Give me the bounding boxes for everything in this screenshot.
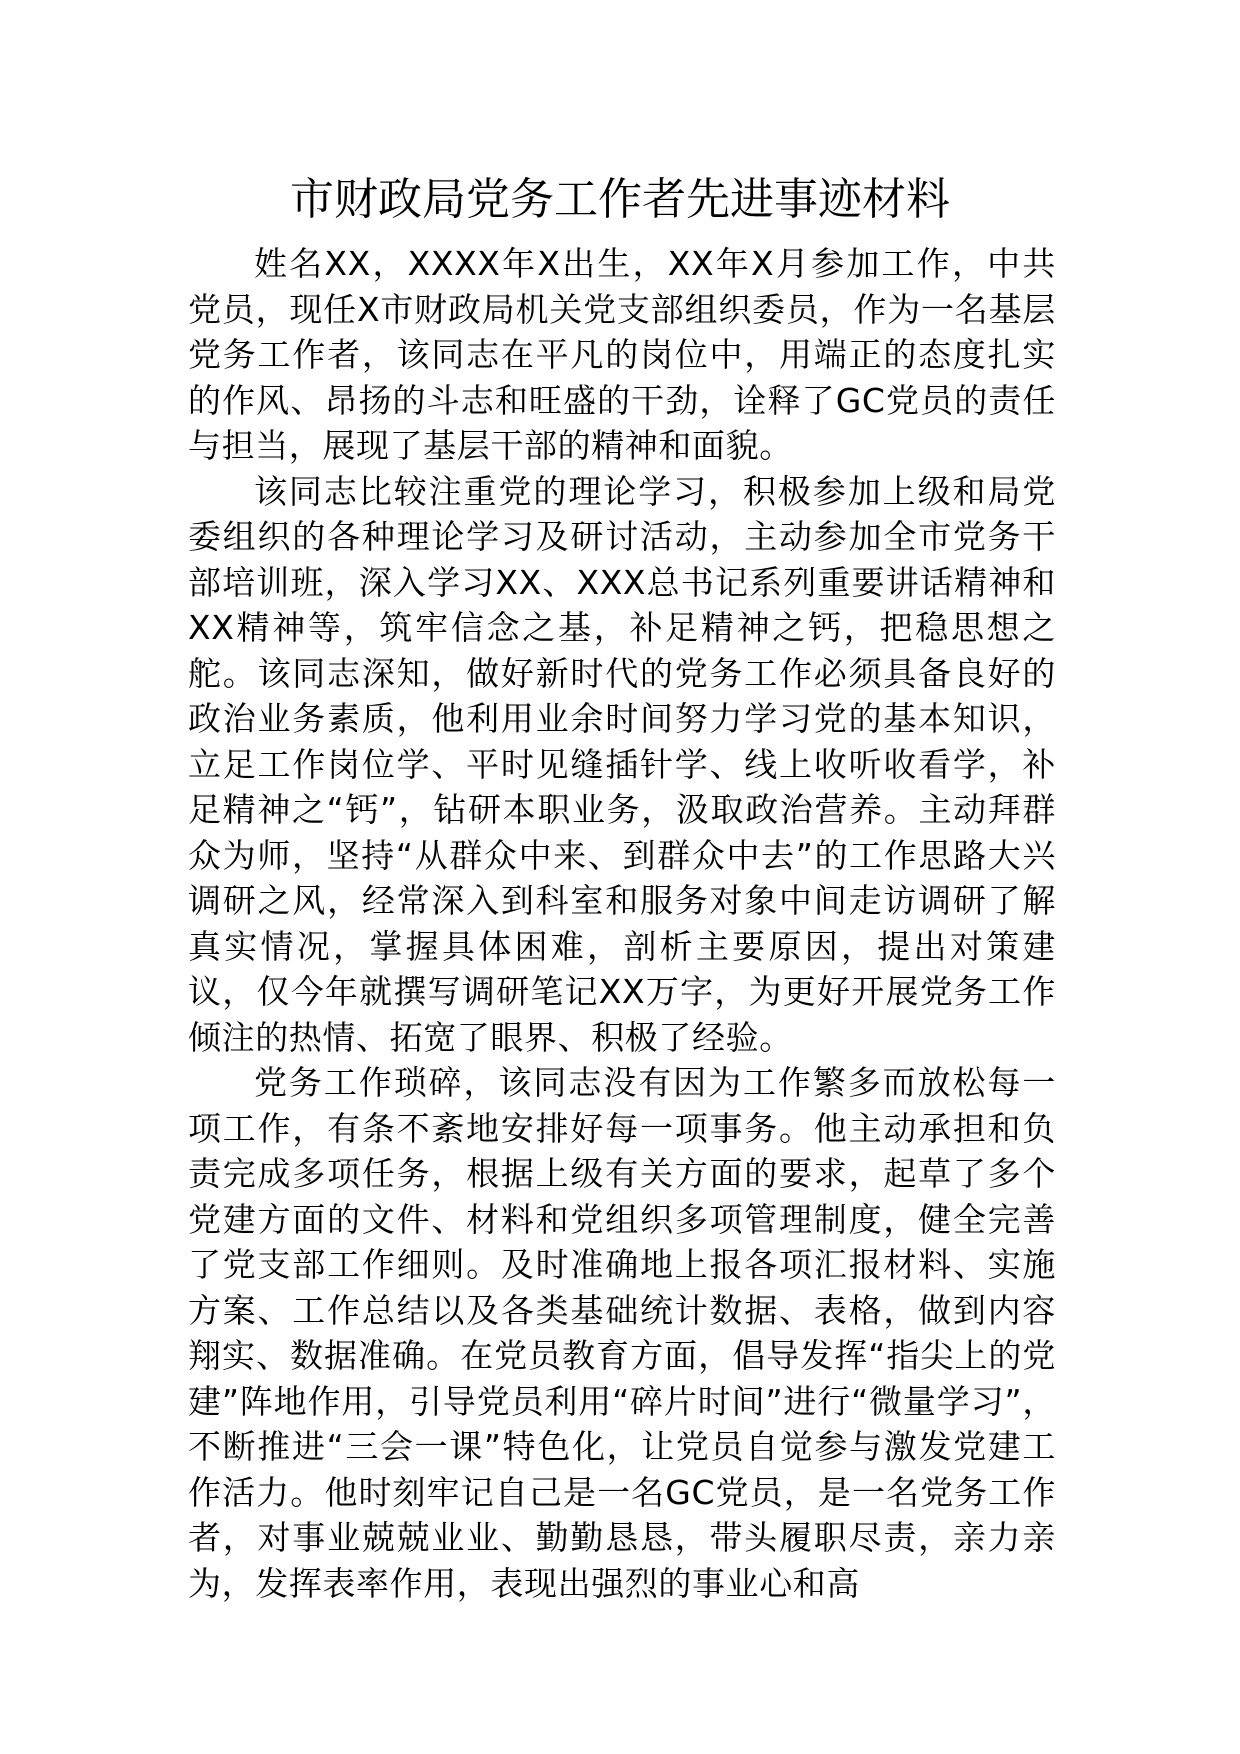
paragraph-personal-info: 姓名XX，XXXX年X出生，XX年X月参加工作，中共党员，现任X市财政局机关党支部组织委员，作为一名基层党务工作者，该同志在平凡的岗位中，用端正的态度扎实的作风、昂扬的斗志和旺盛的干劲，诠释了GC党员的责任与担当，展现了基层干部的精神和面貌。 (188, 244, 1056, 465)
paragraph-theory-study: 该同志比较注重党的理论学习，积极参加上级和局党委组织的各种理论学习及研讨活动，主动参加全市党务干部培训班，深入学习XX、XXX总书记系列重要讲话精神和XX精神等，筑牢信念之基，补足精神之钙，把稳思想之舵。该同志深知，做好新时代的党务工作必须具备良好的政治业务素质，他利用业余时间努力学习党的基本知识，立足工作岗位学、平时见缝插针学、线上收听收看学，补足精神之“钙”，钻研本职业务，汲取政治营养。主动拜群众为师，坚持“从群众中来、到群众中去”的工作思路大兴调研之风，经常深入到科室和服务对象中间走访调研了解真实情况，掌握具体困难，剖析主要原因，提出对策建议，仅今年就撰写调研笔记XX万字，为更好开展党务工作倾注的热情、拓宽了眼界、积极了经验。 (188, 471, 1056, 1057)
document-body (188, 241, 1056, 1606)
paragraph-party-work: 党务工作琐碎，该同志没有因为工作繁多而放松每一项工作，有条不紊地安排好每一项事务。他主动承担和负责完成多项任务，根据上级有关方面的要求，起草了多个党建方面的文件、材料和党组织多项管理制度，健全完善了党支部工作细则。及时准确地上报各项汇报材料、实施方案、工作总结以及各类基础统计数据、表格，做到内容翔实、数据准确。在党员教育方面，倡导发挥“指尖上的党建”阵地作用，引导党员利用“碎片时间”进行“微量学习”，不断推进“三会一课”特色化，让党员自觉参与激发党建工作活力。他时刻牢记自己是一名GC党员，是一名党务工作者，对事业兢兢业业、勤勤恳恳，带头履职尽责，亲力亲为，发挥表率作用，表现出强烈的事业心和高 (188, 1063, 1056, 1603)
document-title: 市财政局党务工作者先进事迹材料 (290, 174, 950, 225)
